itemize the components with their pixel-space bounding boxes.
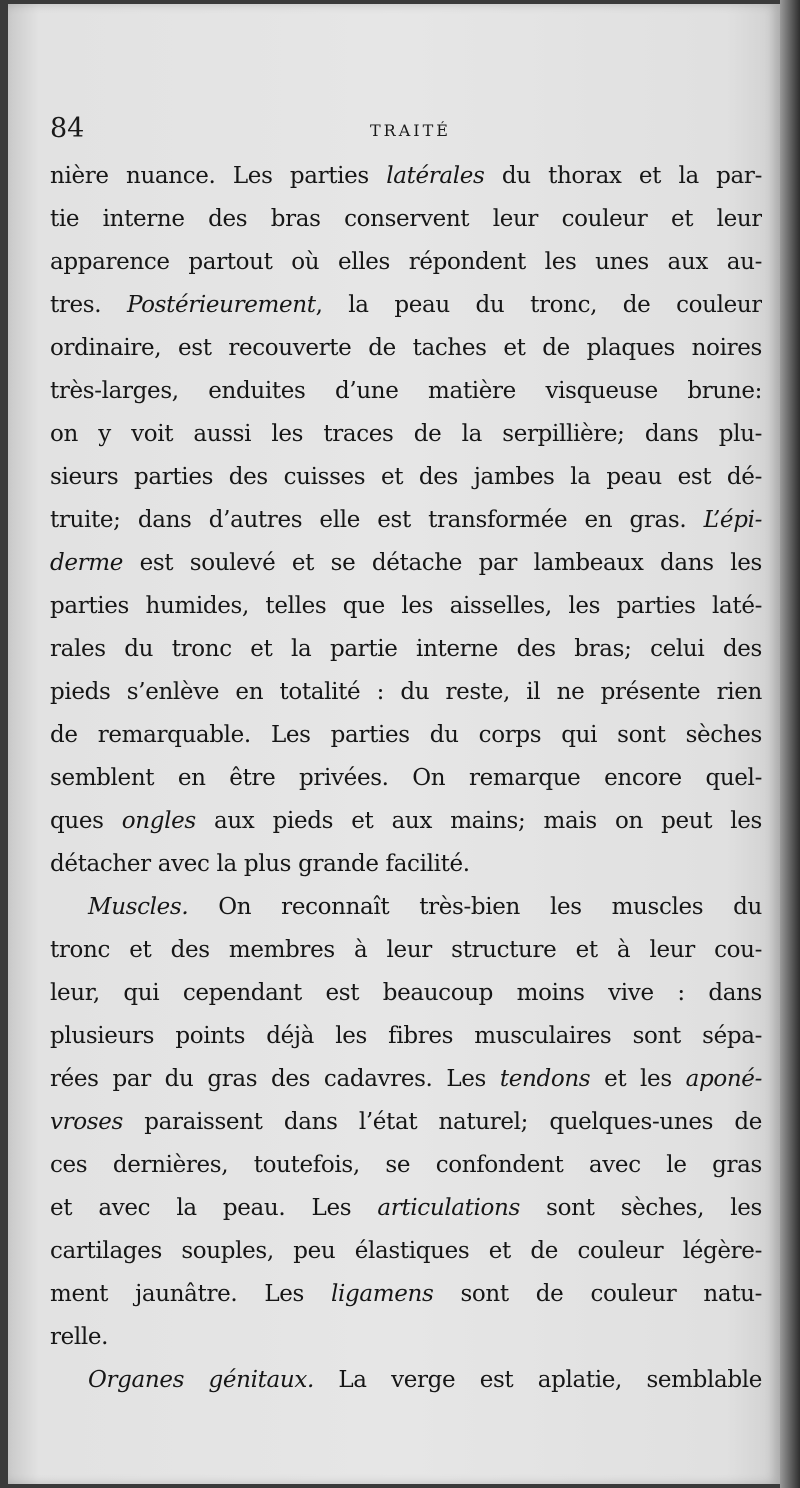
text-run: ordinaire, est recouverte de taches et de plaques noires [50, 335, 762, 361]
italic-term: articulations [377, 1195, 520, 1221]
body-text [50, 155, 762, 1402]
italic-term: derme [50, 550, 124, 576]
running-title: TRAITÉ [370, 121, 451, 140]
italic-term: latérales [386, 163, 485, 189]
text-run: plusieurs points déjà les fibres musculaires sont sépa- [50, 1023, 762, 1049]
italic-term: aponé- [685, 1066, 762, 1092]
italic-term: Organes génitaux. [88, 1367, 314, 1393]
page-header [50, 112, 750, 152]
text-line [50, 198, 762, 241]
text-line [50, 800, 762, 843]
text-line [50, 671, 762, 714]
page-number: 84 [50, 113, 85, 144]
italic-term: ligamens [331, 1281, 434, 1307]
text-run: tie interne des bras conservent leur couleur et leur [50, 206, 762, 232]
text-run: et avec la peau. Les [50, 1195, 378, 1221]
text-run: sont de couleur natu- [433, 1281, 762, 1307]
text-run: nière nuance. Les parties [50, 163, 387, 189]
text-run: sont sèches, les [519, 1195, 762, 1221]
italic-term: tendons [499, 1066, 591, 1092]
text-line [50, 714, 762, 757]
italic-term: Muscles. [88, 894, 189, 920]
text-run: détacher avec la plus grande facilité. [50, 851, 470, 877]
text-run: relle. [50, 1324, 109, 1350]
text-run: tres. [50, 292, 127, 318]
text-line [50, 456, 762, 499]
text-line [50, 1058, 762, 1101]
italic-term: L’épi- [703, 507, 762, 533]
page-edge [780, 0, 800, 1488]
text-line [50, 1316, 762, 1359]
text-line [50, 1187, 762, 1230]
text-run: ment jaunâtre. Les [50, 1281, 332, 1307]
text-run: sieurs parties des cuisses et des jambes la peau est dé- [50, 464, 762, 490]
text-line [50, 370, 762, 413]
text-run: on y voit aussi les traces de la serpillière; dans plu- [50, 421, 762, 447]
text-line [50, 1359, 762, 1402]
text-line [50, 843, 762, 886]
text-run: semblent en être privées. On remarque encore quel- [50, 765, 762, 791]
text-run: ques [50, 808, 122, 834]
text-run: ces dernières, toutefois, se confondent avec le gras [50, 1152, 762, 1178]
text-line [50, 1230, 762, 1273]
text-line [50, 585, 762, 628]
text-run: On reconnaît très-bien les muscles du [188, 894, 762, 920]
text-run: tronc et des membres à leur structure et à leur cou- [50, 937, 762, 963]
text-run: rées par du gras des cadavres. Les [50, 1066, 500, 1092]
italic-term: vroses [50, 1109, 123, 1135]
text-line [50, 284, 762, 327]
text-run: rales du tronc et la partie interne des bras; celui des [50, 636, 762, 662]
text-run: paraissent dans l’état naturel; quelques-unes de [122, 1109, 762, 1135]
text-run: du thorax et la par- [484, 163, 762, 189]
text-run: leur, qui cependant est beaucoup moins vive : dans [50, 980, 762, 1006]
text-run: aux pieds et aux mains; mais on peut les [195, 808, 762, 834]
text-run: pieds s’enlève en totalité : du reste, il ne présente rien [50, 679, 762, 705]
text-line [50, 542, 762, 585]
text-line [50, 327, 762, 370]
text-run: très-larges, enduites d’une matière visqueuse brune: [50, 378, 762, 404]
text-run: est soulevé et se détache par lambeaux dans les [123, 550, 762, 576]
text-run: et les [590, 1066, 686, 1092]
text-run: truite; dans d’autres elle est transformée en gras. [50, 507, 704, 533]
text-line [50, 628, 762, 671]
text-run: La verge est aplatie, semblable [313, 1367, 762, 1393]
text-line [50, 886, 762, 929]
text-line [50, 1144, 762, 1187]
text-line [50, 757, 762, 800]
text-line [50, 241, 762, 284]
text-line [50, 929, 762, 972]
text-line [50, 1015, 762, 1058]
text-line [50, 1273, 762, 1316]
text-run: apparence partout où elles répondent les unes aux au- [50, 249, 762, 275]
text-run: de remarquable. Les parties du corps qui sont sèches [50, 722, 762, 748]
italic-term: Postérieurement [126, 292, 316, 318]
italic-term: ongles [121, 808, 196, 834]
text-line [50, 413, 762, 456]
text-run: , la peau du tronc, de couleur [315, 292, 762, 318]
text-run: cartilages souples, peu élastiques et de couleur légère- [50, 1238, 762, 1264]
text-line [50, 972, 762, 1015]
text-line [50, 1101, 762, 1144]
text-run: parties humides, telles que les aisselles, les parties laté- [50, 593, 762, 619]
text-line [50, 499, 762, 542]
text-line [50, 155, 762, 198]
